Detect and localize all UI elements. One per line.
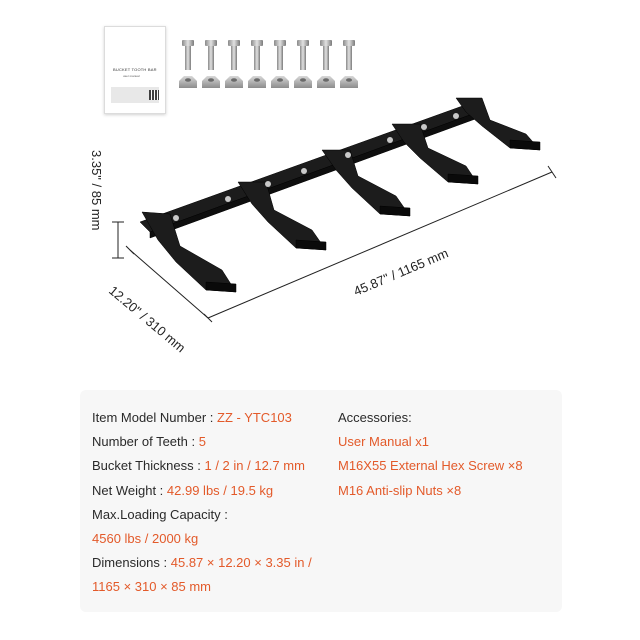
spec-capacity: [92, 507, 228, 523]
spec-model-label: Item Model Number :: [92, 410, 217, 425]
accessory-item: [338, 458, 523, 474]
spec-teeth: [92, 434, 206, 450]
accessory-item: [338, 483, 461, 499]
accessory-item: [338, 434, 429, 450]
depth-dimension-label: 12.20" / 310 mm: [106, 282, 189, 356]
spec-thickness-label: Bucket Thickness :: [92, 458, 205, 473]
accessories-title: Accessories:: [338, 410, 412, 425]
spec-dimensions: [92, 555, 312, 571]
tooth-bar-image: [140, 98, 540, 292]
spec-capacity-value-row: [92, 531, 198, 547]
accessory-user-manual: User Manual x1: [338, 434, 430, 449]
spec-capacity-label: Max.Loading Capacity :: [92, 507, 228, 522]
spec-dimensions-value-1: 45.87 × 12.20 × 3.35 in /: [170, 555, 312, 570]
spec-teeth-label: Number of Teeth :: [92, 434, 199, 449]
length-dimension-label: 45.87" / 1165 mm: [351, 245, 451, 299]
hex-screws-image: [182, 40, 355, 70]
spec-dimensions-label: Dimensions :: [92, 555, 171, 570]
spec-thickness: [92, 458, 305, 474]
spec-capacity-value: 4560 lbs / 2000 kg: [92, 531, 199, 546]
spec-teeth-value: 5: [198, 434, 206, 449]
accessories-title-row: [338, 410, 412, 426]
spec-model-value: ZZ - YTC103: [217, 410, 292, 425]
manual-title: BUCKET TOOTH BAR: [113, 67, 157, 72]
spec-model: [92, 410, 292, 426]
spec-weight-label: Net Weight :: [92, 483, 167, 498]
spec-weight-value: 42.99 lbs / 19.5 kg: [166, 483, 274, 498]
specs-panel: [80, 390, 562, 612]
spec-thickness-value: 1 / 2 in / 12.7 mm: [204, 458, 305, 473]
spec-weight: [92, 483, 273, 499]
spec-dimensions-value-2: 1165 × 310 × 85 mm: [92, 579, 212, 594]
anti-slip-nuts-image: [179, 76, 358, 88]
spec-dimensions-row-2: [92, 579, 211, 595]
accessory-nuts: M16 Anti-slip Nuts ×8: [338, 483, 462, 498]
manual-subtitle: user manual: [123, 74, 140, 78]
accessory-hex-screw: M16X55 External Hex Screw ×8: [338, 458, 523, 473]
height-dimension-label: 3.35" / 85 mm: [89, 150, 104, 231]
